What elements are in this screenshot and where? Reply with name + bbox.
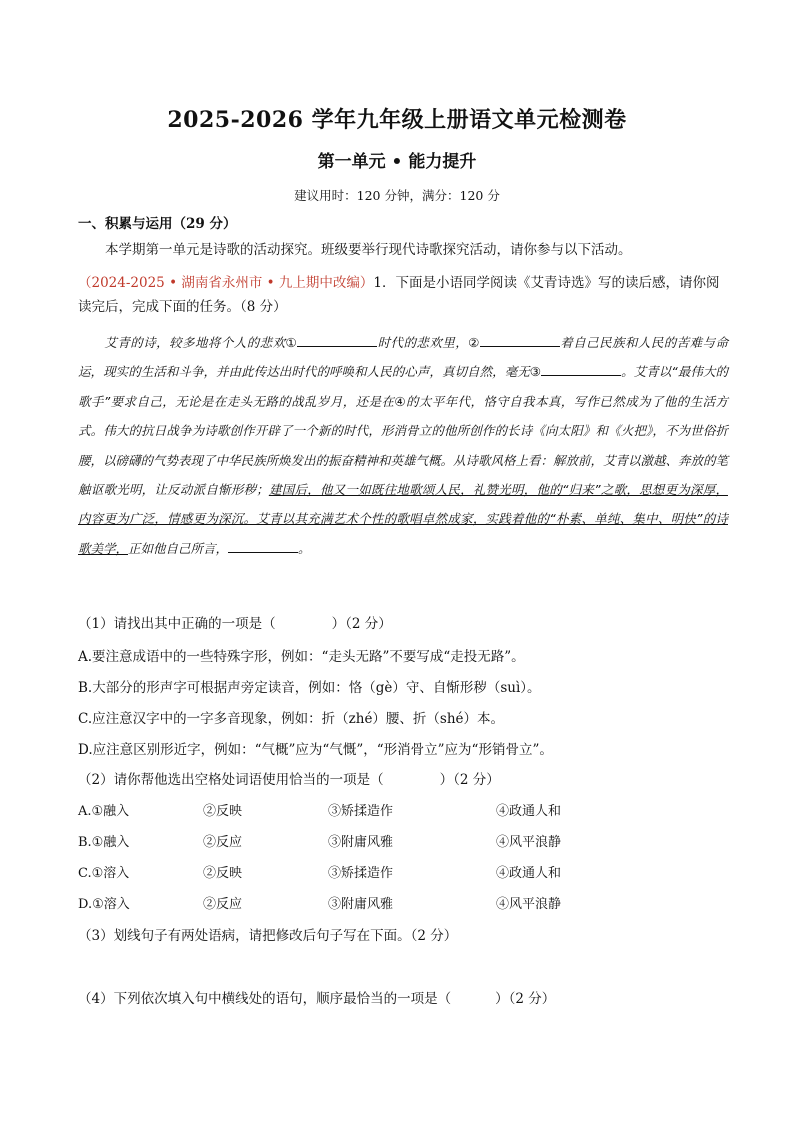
page-subtitle: 第一单元 • 能力提升 bbox=[317, 152, 477, 172]
option-b: B.大部分的形声字可根据声旁定读音，例如：恪（gè）守、自惭形秽（suì）。 bbox=[78, 680, 541, 696]
option-b-word-1: B.①融入 bbox=[78, 835, 130, 850]
option-d-word-2: ②反应 bbox=[203, 897, 243, 912]
option-a-word-1: A.①融入 bbox=[78, 804, 130, 819]
passage-text: 正如他自己所言， bbox=[128, 540, 229, 556]
option-b-word-4: ④风平浪静 bbox=[496, 835, 562, 850]
sub-question-4 bbox=[78, 987, 555, 1007]
page-title: 2025-2026 学年九年级上册语文单元检测卷 bbox=[167, 107, 627, 133]
option-c: C.应注意汉字中的一字多音现象，例如：折（zhé）腰、折（shé）本。 bbox=[78, 711, 505, 727]
passage-text: 艾青的诗，较多地将个人的悲欢① bbox=[104, 335, 298, 350]
option-c-word-4: ④政通人和 bbox=[496, 866, 562, 881]
option-b-word-2: ②反应 bbox=[203, 835, 243, 850]
sub-question-2 bbox=[78, 768, 500, 788]
option-c-word-1: C.①溶入 bbox=[78, 866, 130, 881]
sub-question-1 bbox=[78, 612, 392, 632]
option-a-word-2: ②反映 bbox=[203, 804, 243, 819]
blank-1[interactable] bbox=[297, 332, 377, 347]
option-c-word-3: ③矫揉造作 bbox=[328, 866, 394, 881]
passage-text: 着自己民族和人民的苦难与命运，现实的生活和斗争，并由此传达出时代的呼唤和人民的心声，真切自然，毫无③ bbox=[78, 335, 728, 380]
option-d-word-3: ③附庸风雅 bbox=[328, 897, 394, 912]
reading-passage bbox=[78, 328, 728, 563]
passage-text: 的太平年代，恪守自我本真，写作已然成为了他的生活方式。伟大的抗日战争为诗歌创作开辟了一个新的时代，形消骨立的他所创作的长诗《向太阳》和《火把》，不为世俗折腰，以磅礴的气势表现了中华民族所焕发出的振奋精神和英雄气概。从诗歌风格上看：解放前，艾青以激越、奔放的笔触讴歌光明，让反动派自惭形秽； bbox=[78, 393, 729, 498]
option-d: D.应注意区别形近字，例如：“气概”应为“气慨”，“形消骨立”应为“形销骨立”。 bbox=[78, 742, 553, 758]
option-b-word-3: ③附庸风雅 bbox=[328, 835, 394, 850]
section-heading: 一、积累与运用（29 分） bbox=[78, 216, 237, 232]
option-d-word-4: ④风平浪静 bbox=[496, 897, 562, 912]
question-1 bbox=[78, 271, 728, 319]
sub-question-stem: （1）请找出其中正确的一项是（ bbox=[78, 616, 276, 632]
blank-3[interactable] bbox=[541, 361, 621, 376]
section-intro: 本学期第一单元是诗歌的活动探究。班级要举行现代诗歌探究活动，请你参与以下活动。 bbox=[105, 242, 632, 258]
option-a-word-3: ③矫揉造作 bbox=[328, 804, 394, 819]
underlined-sentence: 建国后，他又一如既往地歌颂人民，礼赞光明，他的“归来”之歌，思想更为深厚，内容更为广泛，情感更为深沉。艾青以其充满艺术个性的歌唱卓然成家，实践着他的“朴素、单纯、集中、明快”的诗歌美学， bbox=[78, 482, 728, 556]
sub-question-score: ）（2 分） bbox=[495, 991, 556, 1007]
sub-question-3: （3）划线句子有两处语病，请把修改后句子写在下面。（2 分） bbox=[78, 928, 458, 944]
option-a-word-4: ④政通人和 bbox=[496, 804, 562, 819]
sub-question-score: ）（2 分） bbox=[331, 616, 392, 632]
option-d-word-1: D.①溶入 bbox=[78, 897, 130, 912]
sub-question-stem: （4）下列依次填入句中横线处的语句，顺序最恰当的一项是（ bbox=[78, 991, 452, 1007]
sub-question-stem: （2）请你帮他选出空格处词语使用恰当的一项是（ bbox=[78, 772, 384, 788]
blank-5[interactable] bbox=[228, 538, 298, 553]
blank-2[interactable] bbox=[480, 332, 560, 347]
passage-text: 。 bbox=[298, 540, 311, 556]
option-c-word-2: ②反映 bbox=[203, 866, 243, 881]
option-a: A.要注意成语中的一些特殊字形，例如：“走头无路”不要写成“走投无路”。 bbox=[78, 649, 525, 665]
passage-text: 。艾青以“最伟大的歌手”要求自己，无论是在走头无路的战乱岁月，还是在④ bbox=[78, 364, 728, 409]
sub-question-score: ）（2 分） bbox=[439, 772, 500, 788]
exam-meta: 建议用时：120 分钟，满分：120 分 bbox=[294, 188, 500, 203]
question-stem: 1．下面是小语同学阅读《艾青诗选》写的读后感，请你阅读完后，完成下面的任务。（8 分） bbox=[78, 275, 720, 315]
passage-text: 时代的悲欢里，② bbox=[377, 335, 480, 350]
question-source: （2024-2025 • 湖南省永州市 • 九上期中改编） bbox=[78, 275, 374, 291]
